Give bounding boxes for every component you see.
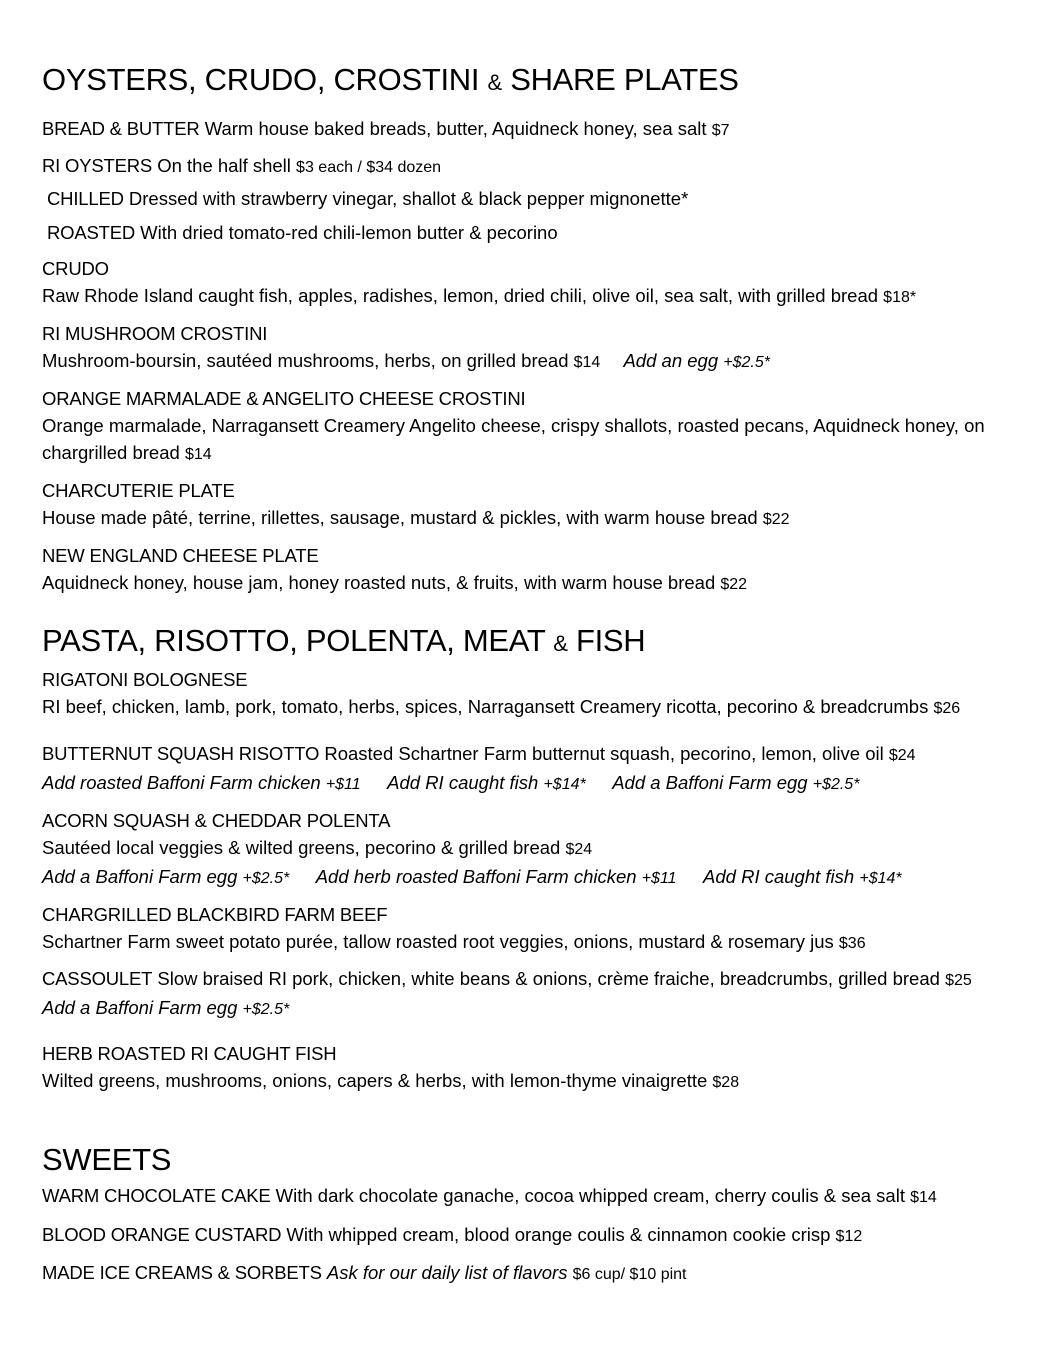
addon-price: +$11 (641, 870, 677, 887)
title-part: OYSTERS, CRUDO, CROSTINI (42, 62, 480, 97)
menu-item-cheese-plate-desc (42, 569, 1042, 598)
menu-item-cheese-plate-name (42, 542, 1042, 569)
menu-item-ice-creams (42, 1259, 1042, 1288)
item-desc: Raw Rhode Island caught fish, apples, radishes, lemon, dried chili, olive oil, sea salt, with grilled bread (42, 285, 879, 306)
addon-label: Add roasted Baffoni Farm chicken (42, 772, 321, 793)
menu-item-marmalade-crostini-name (42, 385, 1042, 412)
menu-item-chocolate-cake (42, 1182, 1042, 1211)
menu-item-polenta-name (42, 807, 1042, 834)
addon-price: +$11 (325, 776, 361, 793)
item-price: $26 (933, 700, 961, 717)
section-title-mains (42, 621, 1042, 664)
item-desc: With dried tomato-red chili-lemon butter & pecorino (140, 222, 558, 243)
item-price: $28 (712, 1074, 740, 1091)
item-price: $25 (945, 972, 972, 989)
menu-item-cassoulet-addon (42, 994, 1042, 1023)
item-desc: House made pâté, terrine, rillettes, sausage, mustard & pickles, with warm house bread (42, 507, 758, 528)
menu-item-risotto-addons (42, 769, 1042, 798)
menu-page (42, 60, 1042, 1288)
menu-item-polenta-addons (42, 863, 1042, 892)
item-name: BREAD & BUTTER (42, 118, 200, 139)
item-name: ORANGE MARMALADE & ANGELITO CHEESE CROSTINI (42, 388, 526, 409)
item-name: BUTTERNUT SQUASH RISOTTO (42, 743, 320, 764)
menu-item-rigatoni-desc (42, 693, 1042, 722)
item-name: ACORN SQUASH & CHEDDAR POLENTA (42, 810, 391, 831)
addon-price: +$14* (859, 870, 902, 887)
title-amp: & (487, 70, 502, 95)
item-price: $22 (720, 576, 748, 593)
item-desc: On the half shell (157, 155, 291, 176)
addon-price: +$2.5* (723, 354, 770, 371)
addon-label: Add a Baffoni Farm egg (612, 772, 808, 793)
item-price: $36 (838, 935, 866, 952)
item-name: RIGATONI BOLOGNESE (42, 669, 248, 690)
item-price: $24 (565, 841, 593, 858)
item-price: $7 (711, 122, 730, 139)
item-price: $14 (573, 354, 601, 371)
item-name: WARM CHOCOLATE CAKE (42, 1185, 271, 1206)
item-desc: Ask for our daily list of flavors (326, 1262, 568, 1283)
addon-label: Add an egg (623, 350, 719, 371)
addon-label: Add a Baffoni Farm egg (42, 866, 238, 887)
item-desc: RI beef, chicken, lamb, pork, tomato, herbs, spices, Narragansett Creamery ricotta, pecorino & breadcrumbs (42, 696, 929, 717)
menu-item-cassoulet (42, 965, 1042, 994)
item-name: NEW ENGLAND CHEESE PLATE (42, 545, 319, 566)
item-name: HERB ROASTED RI CAUGHT FISH (42, 1043, 337, 1064)
section-title-share-plates (42, 60, 1042, 103)
item-name: CHARCUTERIE PLATE (42, 480, 235, 501)
item-desc: Dressed with strawberry vinegar, shallot & black pepper mignonette* (128, 188, 689, 209)
menu-item-polenta-desc (42, 834, 1042, 863)
menu-item-mushroom-crostini-name (42, 320, 1042, 347)
menu-subitem-chilled (42, 185, 1042, 212)
item-price: $6 cup/ $10 pint (572, 1266, 687, 1283)
item-desc: Wilted greens, mushrooms, onions, capers & herbs, with lemon-thyme vinaigrette (42, 1070, 708, 1091)
menu-item-charcuterie-desc (42, 504, 1042, 533)
title-amp: & (553, 631, 568, 656)
menu-item-marmalade-crostini-desc (42, 412, 1032, 468)
item-name: CASSOULET (42, 968, 153, 989)
item-name: RI OYSTERS (42, 155, 153, 176)
addon-price: +$2.5* (242, 870, 290, 887)
menu-item-ri-oysters (42, 152, 1042, 181)
menu-item-bread-butter (42, 115, 1042, 144)
item-price: $22 (762, 511, 790, 528)
item-name: MADE ICE CREAMS & SORBETS (42, 1262, 322, 1283)
item-price: $14 (184, 446, 212, 463)
item-desc: Slow braised RI pork, chicken, white beans & onions, crème fraiche, breadcrumbs, grilled bread (157, 968, 940, 989)
item-price: $18* (883, 289, 917, 306)
addon-label: Add RI caught fish (703, 866, 855, 887)
menu-item-risotto (42, 740, 1042, 769)
item-desc: Warm house baked breads, butter, Aquidneck honey, sea salt (204, 118, 707, 139)
item-desc: Mushroom-boursin, sautéed mushrooms, herbs, on grilled bread (42, 350, 569, 371)
item-desc: Orange marmalade, Narragansett Creamery Angelito cheese, crispy shallots, roasted pecans, Aquidneck honey, on chargrilled bread (42, 415, 985, 463)
menu-item-crudo-desc (42, 282, 1042, 311)
item-name: CHILLED (47, 188, 124, 209)
item-desc: With whipped cream, blood orange coulis & cinnamon cookie crisp (286, 1224, 831, 1245)
addon-label: Add herb roasted Baffoni Farm chicken (315, 866, 637, 887)
item-desc: With dark chocolate ganache, cocoa whipped cream, cherry coulis & sea salt (275, 1185, 905, 1206)
item-name: CRUDO (42, 258, 109, 279)
addon-price: +$14* (543, 776, 586, 793)
addon-price: +$2.5* (242, 1001, 290, 1018)
addon-price: +$2.5* (812, 776, 860, 793)
menu-item-fish-desc (42, 1067, 1042, 1096)
menu-item-crudo-name (42, 255, 1042, 282)
menu-item-fish-name (42, 1040, 1042, 1067)
item-desc: Roasted Schartner Farm butternut squash, pecorino, lemon, olive oil (324, 743, 884, 764)
item-name: RI MUSHROOM CROSTINI (42, 323, 268, 344)
menu-item-beef-name (42, 901, 1042, 928)
title-part: SHARE PLATES (510, 62, 739, 97)
menu-subitem-roasted (42, 219, 1042, 246)
menu-item-beef-desc (42, 928, 1042, 957)
section-title-sweets (42, 1140, 1042, 1180)
menu-item-custard (42, 1221, 1042, 1250)
title-part: SWEETS (42, 1142, 172, 1177)
addon-label: Add RI caught fish (387, 772, 539, 793)
item-price: $14 (910, 1189, 937, 1206)
title-part: PASTA, RISOTTO, POLENTA, MEAT (42, 623, 545, 658)
item-name: ROASTED (47, 222, 136, 243)
menu-item-charcuterie-name (42, 477, 1042, 504)
title-part: FISH (575, 623, 646, 658)
item-name: CHARGRILLED BLACKBIRD FARM BEEF (42, 904, 388, 925)
menu-item-rigatoni-name (42, 666, 1042, 693)
item-desc: Sautéed local veggies & wilted greens, pecorino & grilled bread (42, 837, 561, 858)
item-price: $3 each / $34 dozen (296, 159, 442, 176)
item-desc: Schartner Farm sweet potato purée, tallow roasted root veggies, onions, mustard & rosemary jus (42, 931, 834, 952)
item-name: BLOOD ORANGE CUSTARD (42, 1224, 282, 1245)
item-price: $12 (835, 1228, 863, 1245)
item-desc: Aquidneck honey, house jam, honey roasted nuts, & fruits, with warm house bread (42, 572, 716, 593)
addon-label: Add a Baffoni Farm egg (42, 997, 238, 1018)
item-price: $24 (888, 747, 916, 764)
menu-item-mushroom-crostini-desc (42, 347, 1042, 376)
